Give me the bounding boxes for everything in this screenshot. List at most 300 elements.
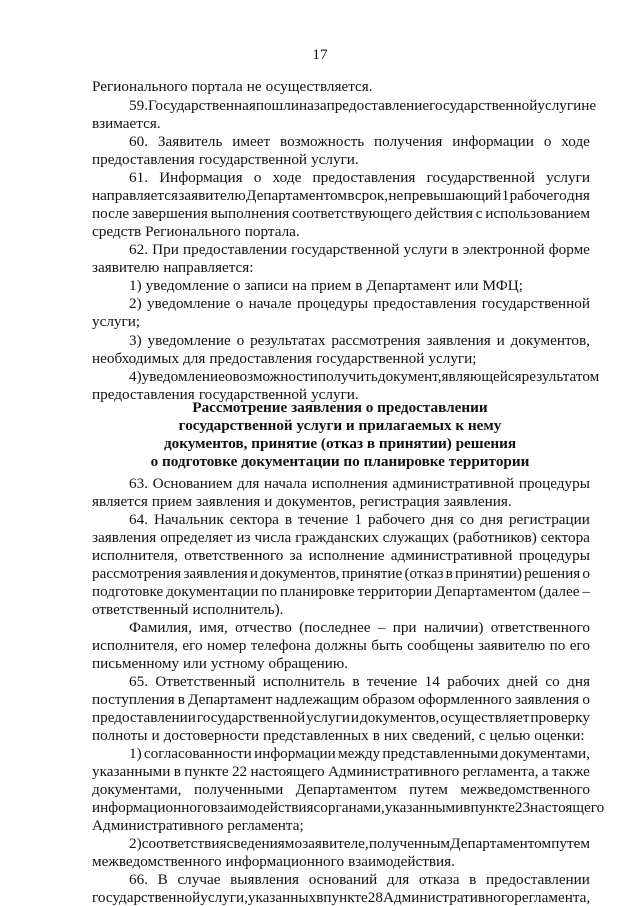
word: заявления xyxy=(196,493,261,510)
word: документами, xyxy=(500,745,590,762)
word: течение xyxy=(366,673,418,690)
word: или xyxy=(454,277,479,294)
word: настоящего xyxy=(250,763,325,780)
word: государственной xyxy=(198,386,308,403)
word: о xyxy=(235,295,244,312)
word: в xyxy=(445,565,453,582)
word: пункте xyxy=(323,889,368,906)
word: определяет xyxy=(160,529,233,546)
word: целью xyxy=(489,727,531,744)
page-number: 17 xyxy=(312,46,328,63)
word: портала. xyxy=(244,223,300,240)
word: регистрация xyxy=(359,493,440,510)
word: в xyxy=(372,727,380,744)
word: осуществляется. xyxy=(265,78,373,95)
word: 4) xyxy=(129,368,142,385)
word: 22 xyxy=(231,763,248,780)
text-line xyxy=(129,241,590,258)
word: Фамилия, xyxy=(129,619,192,636)
word: процедуры xyxy=(297,295,369,312)
word: надлежащим xyxy=(275,691,360,708)
word: 1 xyxy=(501,187,510,204)
word: регламента, xyxy=(462,763,539,780)
text-line xyxy=(129,511,590,528)
word: из xyxy=(236,529,251,546)
word: При xyxy=(152,241,179,258)
word: о xyxy=(294,835,303,852)
text-line xyxy=(92,691,590,708)
word: 28 xyxy=(367,889,383,906)
text-line xyxy=(92,763,590,780)
word: завершения xyxy=(131,205,208,222)
word: планировке xyxy=(279,583,355,600)
word: предоставления xyxy=(209,350,313,367)
word: 65. xyxy=(129,673,148,690)
word: являющейся xyxy=(441,368,522,385)
word: его xyxy=(182,637,203,654)
text-line xyxy=(92,853,590,870)
word: и xyxy=(151,727,160,744)
word: предоставления xyxy=(373,295,477,312)
word: информационного xyxy=(225,853,345,870)
word: возможность xyxy=(280,133,365,150)
word: отчество xyxy=(235,619,292,636)
text-line xyxy=(92,493,590,510)
word: указанными xyxy=(92,763,171,780)
word: поступления xyxy=(92,691,175,708)
word: – xyxy=(582,583,590,600)
word: Департамент xyxy=(366,277,451,294)
word: сообщены xyxy=(407,637,474,654)
word: сектора xyxy=(540,529,590,546)
word: (далее xyxy=(538,583,580,600)
word: отказа xyxy=(418,871,460,888)
word: государственной xyxy=(92,889,201,906)
word: информации xyxy=(254,745,336,762)
word: процедуры xyxy=(518,547,590,564)
word: дня xyxy=(567,673,590,690)
word: со xyxy=(545,673,560,690)
word: представленных xyxy=(263,727,369,744)
word: 1) xyxy=(129,277,142,294)
word: в xyxy=(316,889,324,906)
word: для xyxy=(183,350,206,367)
word: принятии) xyxy=(455,565,522,582)
word: настоящего xyxy=(530,799,605,816)
text-line xyxy=(92,583,590,600)
word: 2) xyxy=(129,835,142,852)
word: оценки: xyxy=(534,727,585,744)
word: полноты xyxy=(92,727,148,744)
word: срок, xyxy=(354,187,389,204)
word: 66. xyxy=(129,871,148,888)
word: для xyxy=(237,475,260,492)
word: при xyxy=(392,619,417,636)
word: дней xyxy=(507,673,538,690)
word: начале xyxy=(248,295,292,312)
word: между xyxy=(338,745,381,762)
word: о xyxy=(582,691,590,708)
word: рассмотрения xyxy=(92,565,182,582)
word: услуги; xyxy=(92,313,141,330)
word: с xyxy=(478,727,486,744)
word: не xyxy=(246,78,262,95)
word: 59. xyxy=(129,97,148,114)
word: государственной xyxy=(426,169,535,186)
word: предоставления xyxy=(312,169,416,186)
word: 2) xyxy=(129,295,142,312)
word: в xyxy=(352,673,360,690)
word: Заявитель xyxy=(157,133,223,150)
word: телефона xyxy=(250,637,311,654)
word: Регионального xyxy=(92,78,188,95)
text-line xyxy=(92,727,590,744)
text-line xyxy=(129,619,590,636)
word: случае xyxy=(177,871,221,888)
word: предоставлении xyxy=(183,241,287,258)
word: процедуры xyxy=(518,475,590,492)
word: заявителю xyxy=(92,259,160,276)
text-line xyxy=(92,78,590,95)
word: государственной xyxy=(291,241,400,258)
word: возможности xyxy=(232,368,318,385)
word: в xyxy=(355,277,363,294)
word: Департаментом xyxy=(450,835,552,852)
word: услуги xyxy=(537,97,582,114)
text-line xyxy=(92,205,590,222)
word: в xyxy=(173,763,181,780)
word: согласованности xyxy=(143,745,252,762)
word: 62. xyxy=(129,241,148,258)
word: административной xyxy=(392,475,515,492)
word: исполнителя, xyxy=(92,547,178,564)
word: оформленного xyxy=(418,691,512,708)
word: является xyxy=(92,493,148,510)
word: осуществляет xyxy=(440,709,530,726)
word: о xyxy=(236,332,245,349)
word: МФЦ; xyxy=(482,277,523,294)
word: образом xyxy=(362,691,415,708)
word: достоверности xyxy=(163,727,260,744)
word: регламента, xyxy=(514,889,591,906)
word: принятие xyxy=(341,565,403,582)
word: предоставления xyxy=(92,386,195,403)
word: должны xyxy=(315,637,367,654)
word: рассмотрения xyxy=(331,332,421,349)
word: административной xyxy=(390,547,513,564)
heading-line: о подготовке документации по планировке территории xyxy=(150,453,530,470)
text-line xyxy=(92,889,590,906)
word: соответствующего xyxy=(292,205,412,222)
heading-line: Рассмотрение заявления о предоставлении xyxy=(192,399,488,416)
word: информации xyxy=(452,133,534,150)
text-line xyxy=(92,547,590,564)
word: пункте xyxy=(470,799,515,816)
word: пункте xyxy=(184,763,229,780)
word: в xyxy=(177,691,185,708)
word: документации xyxy=(166,583,259,600)
word: Основанием xyxy=(152,475,233,492)
word: электронной xyxy=(462,241,545,258)
word: направляется xyxy=(92,187,178,204)
word: Информация xyxy=(159,169,243,186)
text-line xyxy=(129,745,590,762)
word: числа xyxy=(254,529,292,546)
text-line xyxy=(92,386,590,403)
word: государственной xyxy=(316,350,425,367)
word: номер xyxy=(206,637,247,654)
word: или xyxy=(183,655,207,672)
word: заявителе, xyxy=(302,835,369,852)
word: и xyxy=(249,565,259,582)
word: Административного xyxy=(327,763,460,780)
text-line xyxy=(92,655,590,672)
word: в xyxy=(347,187,355,204)
word: указанных xyxy=(247,889,317,906)
word: в xyxy=(451,241,459,258)
word: сектора xyxy=(229,511,279,528)
word: после xyxy=(92,205,130,222)
word: Административного xyxy=(92,817,224,834)
word: полученным xyxy=(368,835,451,852)
word: ходе xyxy=(561,133,590,150)
word: его xyxy=(569,637,590,654)
word: по xyxy=(261,583,277,600)
word: (последнее xyxy=(299,619,371,636)
word: исполнитель). xyxy=(192,601,284,618)
word: ходе xyxy=(272,169,302,186)
word: имя, xyxy=(199,619,228,636)
word: ответственного xyxy=(490,619,590,636)
word: выявления xyxy=(230,871,300,888)
word: с xyxy=(313,799,321,816)
text-line xyxy=(92,151,590,168)
word: имеет xyxy=(232,133,271,150)
word: путем xyxy=(409,781,448,798)
word: о xyxy=(232,277,241,294)
word: уведомление xyxy=(147,332,231,349)
word: соответствия xyxy=(141,835,227,852)
word: представленными xyxy=(382,745,499,762)
word: 1) xyxy=(129,745,142,762)
word: не xyxy=(388,187,404,204)
word: ответственный xyxy=(92,601,189,618)
text-line xyxy=(92,637,590,654)
text-line xyxy=(92,115,590,132)
word: по xyxy=(549,637,566,654)
word: гражданских xyxy=(295,529,379,546)
word: дня xyxy=(567,187,590,204)
word: документов, xyxy=(510,332,590,349)
word: государственной xyxy=(481,295,590,312)
word: взимается. xyxy=(92,115,161,132)
word: превышающий xyxy=(403,187,502,204)
word: сведений, xyxy=(411,727,475,744)
word: государственной xyxy=(196,709,306,726)
text-line xyxy=(129,673,590,690)
word: Государственная xyxy=(147,97,256,114)
text-line xyxy=(92,313,590,330)
word: межведомственного xyxy=(92,853,222,870)
word: услуги xyxy=(546,169,590,186)
word: дня xyxy=(431,511,454,528)
text-line xyxy=(92,565,590,582)
word: исполнения xyxy=(311,475,388,492)
word: в xyxy=(463,799,471,816)
word: Регионального xyxy=(145,223,241,240)
word: прием xyxy=(151,493,193,510)
word: заявления xyxy=(183,565,248,582)
word: Департаментом xyxy=(246,187,347,204)
word: указанными xyxy=(384,799,464,816)
word: за xyxy=(313,97,327,114)
word: Административного xyxy=(382,889,515,906)
word: межведомственного xyxy=(460,781,590,798)
word: предоставлении xyxy=(92,709,196,726)
word: письменному xyxy=(92,655,180,672)
text-line xyxy=(129,332,590,349)
word: В xyxy=(157,871,168,888)
word: уведомление xyxy=(141,368,225,385)
word: услуги xyxy=(306,709,350,726)
word: Ответственный xyxy=(155,673,256,690)
word: подготовке xyxy=(92,583,164,600)
text-line xyxy=(92,799,605,816)
text-line xyxy=(129,133,590,150)
word: них xyxy=(383,727,408,744)
word: проверку xyxy=(530,709,590,726)
word: ответственного xyxy=(184,547,284,564)
word: на xyxy=(292,277,307,294)
word: заявления xyxy=(92,529,157,546)
text-line xyxy=(92,350,590,367)
word: документ, xyxy=(377,368,442,385)
word: Начальник xyxy=(153,511,224,528)
word: 14 xyxy=(424,673,440,690)
word: и xyxy=(496,332,505,349)
word: направляется: xyxy=(163,259,254,276)
word: государственной xyxy=(198,151,308,168)
word: пошлина xyxy=(255,97,314,114)
word: в xyxy=(284,511,293,528)
word: обращению. xyxy=(268,655,348,672)
word: также xyxy=(551,763,590,780)
word: служащих xyxy=(382,529,449,546)
word: наличии) xyxy=(423,619,484,636)
word: документов, xyxy=(359,709,440,726)
word: уведомление xyxy=(145,277,229,294)
word: о xyxy=(582,565,590,582)
text-line xyxy=(92,223,590,240)
word: уведомление xyxy=(147,295,231,312)
text-line xyxy=(129,97,597,114)
word: услуги, xyxy=(200,889,248,906)
word: начала xyxy=(263,475,308,492)
word: быть xyxy=(371,637,403,654)
word: устному xyxy=(210,655,265,672)
word: 3) xyxy=(129,332,142,349)
word: со xyxy=(459,511,475,528)
word: информационного xyxy=(92,799,211,816)
text-line xyxy=(92,781,590,798)
word: 1 xyxy=(354,511,362,528)
word: оснований xyxy=(308,871,378,888)
word: территории xyxy=(357,583,433,600)
word: услуги xyxy=(403,241,448,258)
word: для xyxy=(386,871,410,888)
word: о xyxy=(253,169,262,186)
word: не xyxy=(581,97,597,114)
word: выполнения xyxy=(210,205,290,222)
text-line xyxy=(92,709,590,726)
word: результатах xyxy=(250,332,326,349)
word: заявления. xyxy=(443,493,512,510)
word: в xyxy=(469,871,477,888)
word: заявителю xyxy=(477,637,546,654)
word: заявления xyxy=(426,332,491,349)
text-line xyxy=(92,529,590,546)
word: исполнение xyxy=(308,547,385,564)
word: заявления xyxy=(514,691,580,708)
word: решения xyxy=(524,565,581,582)
word: документов, xyxy=(260,565,340,582)
word: услуги. xyxy=(311,386,359,403)
word: действия xyxy=(414,205,473,222)
word: необходимых xyxy=(92,350,180,367)
word: дня xyxy=(480,511,503,528)
word: путем xyxy=(551,835,590,852)
word: взаимодействия xyxy=(210,799,314,816)
word: течение xyxy=(298,511,349,528)
word: записи xyxy=(244,277,289,294)
text-line xyxy=(129,277,590,294)
text-line xyxy=(129,295,590,312)
word: с xyxy=(475,205,483,222)
word: исполнитель xyxy=(262,673,345,690)
heading-line: документов, принятие (отказ в принятии) решения xyxy=(163,435,517,452)
word: (отказ xyxy=(404,565,444,582)
word: 23 xyxy=(514,799,531,816)
word: предоставление xyxy=(326,97,430,114)
word: органами, xyxy=(320,799,385,816)
word: 63. xyxy=(129,475,148,492)
word: 61. xyxy=(129,169,148,186)
word: рабочих xyxy=(447,673,500,690)
text-line xyxy=(92,259,590,276)
word: и xyxy=(264,493,273,510)
word: регистрации xyxy=(508,511,590,528)
word: за xyxy=(289,547,303,564)
word: исполнителя, xyxy=(92,637,178,654)
word: получить xyxy=(317,368,378,385)
word: 64. xyxy=(129,511,148,528)
word: регламента; xyxy=(227,817,304,834)
word: и xyxy=(350,709,360,726)
text-line xyxy=(129,871,590,888)
word: Департаментом xyxy=(295,781,397,798)
word: о xyxy=(224,368,233,385)
word: предоставления xyxy=(92,151,195,168)
word: портала xyxy=(191,78,243,95)
word: Департамент xyxy=(188,691,273,708)
word: рабочего xyxy=(367,511,426,528)
text-line xyxy=(129,169,590,186)
text-line xyxy=(129,475,590,492)
text-line xyxy=(92,187,590,204)
word: услуги. xyxy=(311,151,359,168)
word: 60. xyxy=(129,133,148,150)
word: взаимодействия. xyxy=(348,853,455,870)
